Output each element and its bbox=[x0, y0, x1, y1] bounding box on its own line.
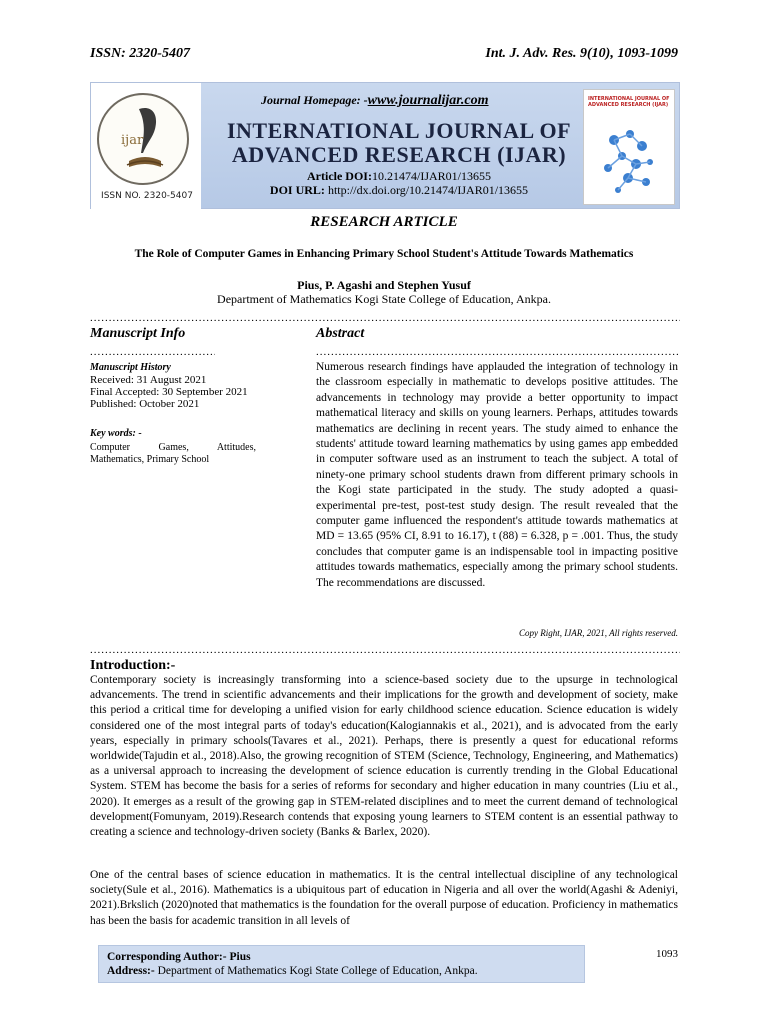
address-text: Department of Mathematics Kogi State College of Education, Ankpa. bbox=[157, 965, 478, 977]
journal-name-line1: INTERNATIONAL JOURNAL OF bbox=[226, 118, 572, 143]
divider bbox=[316, 348, 678, 356]
logo-text: ijar bbox=[121, 133, 144, 148]
abstract-text: Numerous research findings have applauded the integration of technology in the classroom especially in mathematic to develops positive attitudes. The advancements in technology may provide a better opportunity to impact mathematical literacy and skills on young learners. Perhaps, attitudes towards mathematics are declining in recent years. The study aimed to enhance the students' attitude toward learning mathematics by using games app embedded in computer software used as an instrument to teach the subject. A total of ninety-one primary school students drawn from different primary schools in the Kogi state participated in the study. The study adopted a quasi-experimental pre-test, post-test study design. The result revealed that the computer game influenced the respondent's attitude towards mathematics at MD = 13.65 (95% CI, 8.91 to 16.17), t (88) = 6.328, p = .001. Thus, the study concludes that computer game is an indispensable tool in impacting positive attitudes towards mathematics, especially among the primary school students. The recommendations are discussed. bbox=[316, 361, 678, 589]
article-type: RESEARCH ARTICLE bbox=[310, 214, 458, 230]
article-title: The Role of Computer Games in Enhancing Primary School Student's Attitude Towards Mathematics bbox=[134, 248, 634, 260]
copyright: Copy Right, IJAR, 2021, All rights reserved. bbox=[519, 628, 678, 638]
keywords-label: Key words: - bbox=[90, 428, 142, 439]
issn-text: ISSN: 2320-5407 bbox=[90, 46, 190, 61]
doi-url-label: DOI URL: bbox=[269, 183, 325, 197]
article-doi-label: Article DOI: bbox=[307, 169, 372, 183]
journal-banner bbox=[90, 82, 680, 209]
introduction-heading: Introduction:- bbox=[90, 658, 176, 673]
department: Department of Mathematics Kogi State College of Education, Ankpa. bbox=[217, 292, 551, 306]
doi-block bbox=[209, 169, 589, 197]
manuscript-info-heading: Manuscript Info bbox=[90, 326, 186, 341]
page-number: 1093 bbox=[656, 948, 678, 960]
homepage-link[interactable]: www.journalijar.com bbox=[367, 93, 489, 108]
abstract-heading: Abstract bbox=[316, 326, 365, 341]
corresponding-author: Corresponding Author:- Pius bbox=[107, 951, 251, 963]
journal-logo bbox=[91, 83, 201, 210]
keywords-list: Computer Games, Attitudes, Mathematics, Primary School bbox=[90, 442, 256, 465]
journal-name bbox=[209, 119, 589, 167]
address-label: Address:- bbox=[107, 965, 155, 977]
journal-cover-image bbox=[583, 89, 675, 205]
accepted-date: Final Accepted: 30 September 2021 bbox=[90, 386, 248, 398]
history-label: Manuscript History bbox=[90, 362, 171, 373]
published-date: Published: October 2021 bbox=[90, 398, 200, 410]
corresponding-author-box bbox=[98, 945, 585, 983]
citation-text: Int. J. Adv. Res. 9(10), 1093-1099 bbox=[485, 46, 678, 61]
keywords bbox=[90, 428, 256, 466]
homepage-label: Journal Homepage: - bbox=[261, 93, 368, 107]
doi-url-link[interactable]: http://dx.doi.org/10.21474/IJAR01/13655 bbox=[327, 183, 529, 197]
logo-emblem bbox=[97, 93, 189, 185]
logo-issn: ISSN NO. 2320-5407 bbox=[101, 191, 193, 201]
divider bbox=[90, 646, 680, 654]
divider bbox=[90, 348, 215, 356]
cover-title: INTERNATIONAL JOURNAL OF ADVANCED RESEARCH (IJAR) bbox=[588, 96, 670, 108]
manuscript-history bbox=[90, 362, 290, 410]
article-doi: 10.21474/IJAR01/13655 bbox=[371, 169, 491, 183]
introduction-paragraph: One of the central bases of science education in mathematics. It is the central intellectual discipline of any technological society(Sule et al., 2016). Mathematics is a ubiquitous part of education in Nigeria and all over the world(Agashi & Adeniyi, 2021).Brkslich (2020)noted that mathematics is the foundation for the overall purpose of education. Proficiency in mathematics has been the basis for academic transition in all levels of bbox=[90, 869, 678, 927]
introduction-paragraph: Contemporary society is increasingly transforming into a science-based society due to the upsurge in technological advancements. The trend in scientific advancements and their implications for the growth and development of society, make this period a critical time for developing a unified vision for early childhood science education. Science education is widely considered one of the most integral parts of today's education(Kalogiannakis et al., 2021), and is advocated from the early years, especially in primary schools(Tavares et al., 2021). Perhaps, there is presently a quest for educational reforms worldwide(Tajudin et al., 2018).Also, the growing recognition of STEM (Science, Technology, Engineering, and Mathematics) as a universal approach to increasing the development of science education is currently trending in the Global Educational System. STEM has become the basis for a series of reforms for secondary and higher education in many countries (Liu et al., 2020). It emerges as a result of the growing gap in STEM-related disciplines and to meet the current demand of technological development(Fomunyam, 2019).Research contends that exposing young learners to STEM content is an essential pathway to creating a science and technology-driven society (Banks & Barlex, 2020). bbox=[90, 674, 678, 839]
running-header bbox=[90, 46, 678, 68]
divider bbox=[90, 314, 680, 322]
journal-homepage bbox=[261, 93, 489, 109]
journal-name-line2: ADVANCED RESEARCH (IJAR) bbox=[231, 142, 567, 167]
quill-icon bbox=[99, 95, 191, 187]
authors: Pius, P. Agashi and Stephen Yusuf bbox=[297, 278, 471, 292]
received-date: Received: 31 August 2021 bbox=[90, 374, 207, 386]
